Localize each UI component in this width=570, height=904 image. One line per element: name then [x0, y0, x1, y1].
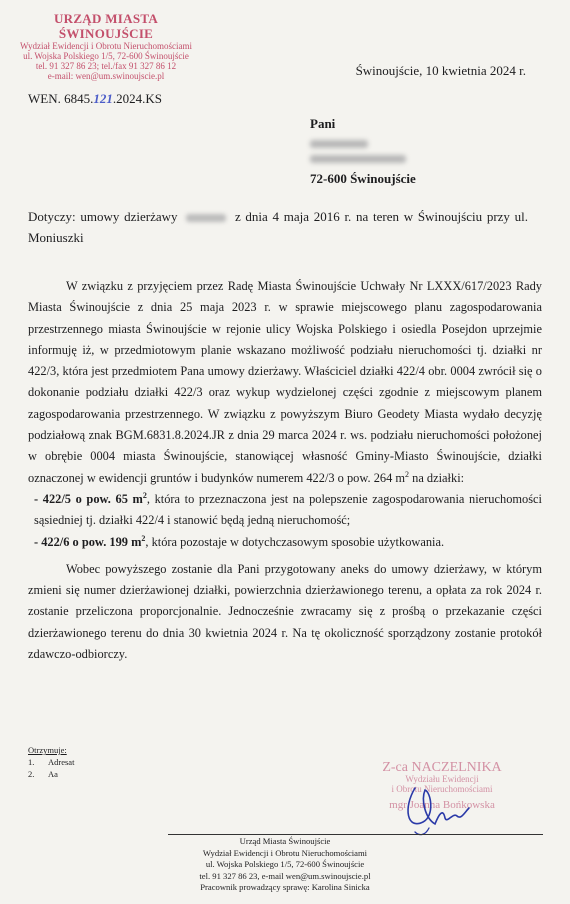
paragraph-text: W związku z przyjęciem przez Radę Miasta Świnoujście Uchwały Nr LXXX/617/2023 Rady Miasta Świnoujście z dnia 25 maja 2023 r. w sprawie miejscowego planu zagospodarowania przestrzennego miasta Świnoujście w rejonie ulicy Wojska Polskiego i osiedla Posejdon uprzejmie informuję iż, w przedmiotowym planie wskazano możliwość podziału nieruchomości tj. działki nr 422/3, która jest przedmiotem Pana umowy dzierżawy. Właściciel działki 422/4 obr. 0004 zwrócił się o dokonanie podziału działki 422/3 oraz wykup wydzielonej części zgodnie z miejscowym planem zagospodarowania przestrzennego. W związku z powyższym Biuro Geodety Miasta wydało decyzję podziałową znak BGM.6831.8.2024.JR z dnia 29 marca 2024 r. ws. podziału nieruchomości położonej w obrębie 0004 miasta Świnoujście, stanowiącej własność Gminy-Miasto Świnoujście, działki oznaczonej w ewidencji gruntów i budynków numerem 422/3 o pow. 264 m — [28, 279, 542, 485]
footer-line-text: Urząd Miasta Świnoujście — [239, 836, 331, 846]
list-label: Aa — [48, 769, 58, 779]
subject-prefix: Dotyczy: umowy dzierżawy — [28, 209, 178, 224]
superscript: 2 — [405, 469, 410, 479]
stamp-title: URZĄD MIASTA ŚWINOUJŚCIE — [53, 11, 159, 41]
footer-divider — [168, 834, 543, 835]
recipient-address — [310, 115, 416, 188]
recipient-salutation: Pani — [310, 116, 336, 131]
letter-body — [28, 276, 542, 665]
body-paragraph-1 — [28, 276, 542, 489]
plot-item-text: , która pozostaje w dotychczasowym sposobie użytkowania. — [145, 534, 445, 549]
distribution-list — [28, 744, 74, 780]
reference-prefix: WEN. 6845. — [28, 91, 94, 106]
footer-line-text: tel. 91 327 86 23, e-mail wen@um.swinoujscie.pl — [199, 870, 371, 881]
list-label: Adresat — [48, 757, 75, 767]
plot-item-2 — [28, 532, 542, 553]
handwritten-signature — [395, 778, 475, 838]
redacted-contract-number — [186, 214, 226, 222]
superscript: 2 — [142, 490, 147, 500]
stamp-line: Wydział Ewidencji i Obrotu Nieruchomościami — [20, 41, 192, 52]
list-item — [28, 768, 74, 780]
footer-line-text: Wydział Ewidencji i Obrotu Nieruchomościami — [202, 847, 368, 858]
plot-item-bold: - 422/6 o pow. 199 m — [34, 534, 142, 549]
signature-dept: i Obrotu Nieruchomościami — [391, 784, 493, 795]
footer-line-text: Pracownik prowadzący sprawę: Karolina Sinicka — [200, 882, 370, 893]
signature-name: mgr Joanna Bońkowska — [389, 799, 495, 812]
recipient-city: 72-600 Świnoujście — [310, 171, 416, 187]
body-paragraph-2: Wobec powyższego zostanie dla Pani przygotowany aneks do umowy dzierżawy, w którym zmieni się numer dzierżawionej działki, powierzchnia dzierżawionego terenu, a opłata za rok 2024 r. zostanie przeliczona proporcjonalnie. Jednocześnie zwracamy się z prośbą o przekazanie części dzierżawionego terenu do dnia 30 kwietnia 2024 r. Na tę okoliczność sporządzony zostanie protokół zdawczo-odbiorczy. — [28, 561, 542, 662]
list-number: 1. — [28, 757, 35, 767]
plot-item-1 — [28, 489, 542, 532]
plot-item-text: , która to przeznaczona jest na polepszenie zagospodarowania nieruchomości sąsiedniej tj. działki 422/4 i stanowić będą jedną nieruchomość; — [34, 491, 542, 528]
stamp-line: ul. Wojska Polskiego 1/5, 72-600 Świnoujście — [23, 51, 189, 62]
signature-dept: Wydziału Ewidencji — [405, 774, 479, 785]
reference-suffix: .2024.KS — [112, 91, 162, 106]
stamp-line: e-mail: wen@um.swinoujscie.pl — [47, 71, 165, 82]
stamp-line: tel. 91 327 86 23; tel./fax 91 327 86 12 — [35, 61, 177, 72]
subject-line — [28, 206, 528, 248]
reference-number — [28, 91, 162, 107]
list-number: 2. — [28, 769, 35, 779]
footer — [170, 836, 400, 894]
redacted-name — [310, 140, 368, 148]
redacted-street — [310, 155, 406, 163]
superscript: 2 — [141, 533, 146, 543]
distribution-heading: Otrzymuje: — [28, 745, 67, 755]
subject-rest: z dnia 4 maja 2016 r. na teren w Świnoujściu przy ul. Moniuszki — [28, 209, 528, 245]
signature-title: Z-ca NACZELNIKA — [382, 760, 502, 775]
letter-date: Świnoujście, 10 kwietnia 2024 r. — [355, 63, 526, 78]
paragraph-text-end: na działki: — [409, 470, 465, 485]
plot-item-bold: - 422/5 o pow. 65 m — [34, 491, 143, 506]
footer-line-text: ul. Wojska Polskiego 1/5, 72-600 Świnoujście — [205, 859, 365, 870]
office-stamp — [6, 12, 206, 81]
list-item — [28, 756, 74, 768]
reference-handwritten: 121 — [93, 91, 113, 106]
